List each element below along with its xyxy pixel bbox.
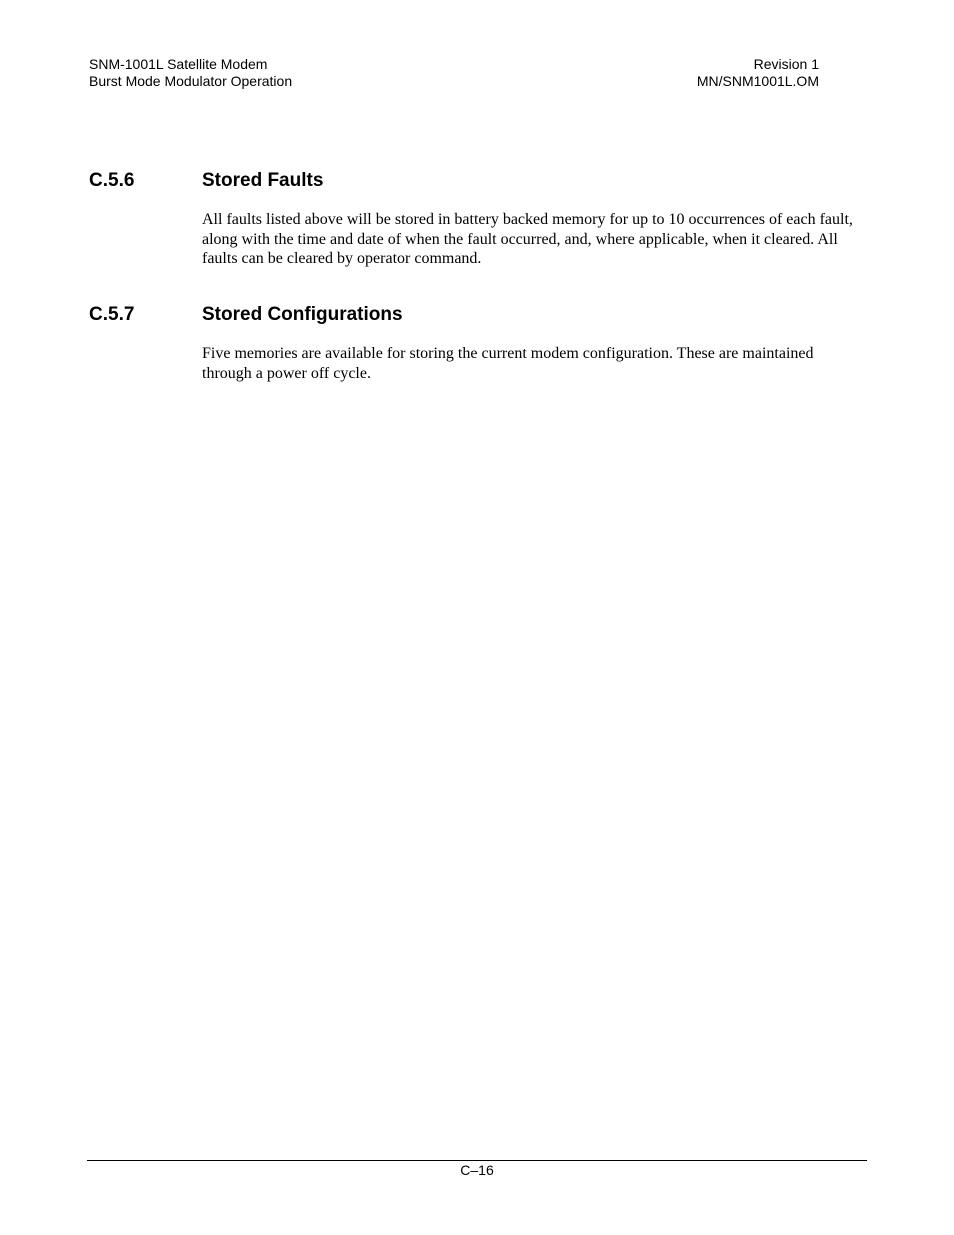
- header-product-title: SNM-1001L Satellite Modem: [89, 56, 268, 72]
- header-document-number: MN/SNM1001L.OM: [696, 73, 819, 89]
- section-paragraph: Five memories are available for storing the current modem configuration. These are maintained through a power off cycle.: [202, 345, 814, 382]
- section-number: C.5.6: [89, 170, 135, 191]
- section-heading: Stored Configurations: [202, 304, 403, 325]
- header-revision: Revision 1: [753, 56, 819, 72]
- section-heading: Stored Faults: [202, 170, 324, 191]
- page-number: C–16: [460, 1162, 494, 1178]
- section-number: C.5.7: [89, 304, 135, 325]
- section-paragraph: All faults listed above will be stored in battery backed memory for up to 10 occurrences of each fault, along with the time and date of when the fault occurred, and, where applicable, when it cleared. All faults can be cleared by operator command.: [202, 211, 853, 267]
- footer-divider: [87, 1160, 867, 1161]
- header-chapter-title: Burst Mode Modulator Operation: [89, 73, 293, 89]
